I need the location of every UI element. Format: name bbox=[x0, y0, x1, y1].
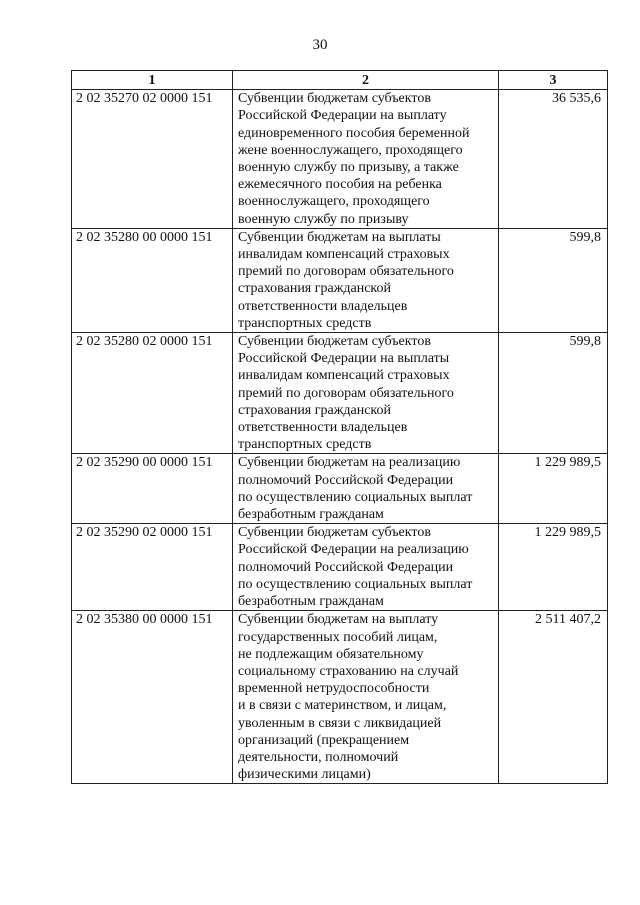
description-line: военнослужащего, проходящего bbox=[238, 194, 430, 210]
amount-cell: 36 535,6 bbox=[499, 90, 608, 229]
table-row bbox=[72, 524, 608, 611]
amount-cell: 599,8 bbox=[499, 228, 608, 332]
description-cell bbox=[233, 90, 499, 229]
description-line: военную службу по призыву, а также bbox=[238, 160, 459, 176]
description-line: временной нетрудоспособности bbox=[238, 681, 430, 697]
description-line: Российской Федерации на реализацию bbox=[238, 542, 469, 558]
column-header-code: 1 bbox=[72, 71, 233, 90]
description-line: уволенным в связи с ликвидацией bbox=[238, 715, 442, 731]
description-line: и в связи с материнством, и лицам, bbox=[238, 698, 447, 714]
description-line: страхования гражданской bbox=[238, 281, 392, 297]
table-body bbox=[72, 90, 608, 784]
description-cell bbox=[233, 611, 499, 784]
amount-cell: 1 229 989,5 bbox=[499, 454, 608, 524]
description-cell bbox=[233, 333, 499, 454]
table-row bbox=[72, 228, 608, 332]
description-line: организаций (прекращением bbox=[238, 732, 410, 748]
description-line: транспортных средств bbox=[238, 437, 372, 453]
page-number: 30 bbox=[312, 37, 328, 53]
description-line: премий по договорам обязательного bbox=[238, 264, 454, 280]
description-line: деятельности, полномочий bbox=[238, 749, 399, 765]
description-line: премий по договорам обязательного bbox=[238, 385, 454, 401]
description-line: безработным гражданам bbox=[238, 507, 384, 523]
budget-code-cell: 2 02 35280 00 0000 151 bbox=[72, 228, 233, 332]
description-cell bbox=[233, 524, 499, 611]
budget-code-cell: 2 02 35380 00 0000 151 bbox=[72, 611, 233, 784]
table-row bbox=[72, 333, 608, 454]
description-line: ответственности владельцев bbox=[238, 420, 408, 436]
table-row bbox=[72, 90, 608, 229]
description-line: социальному страхованию на случай bbox=[238, 663, 459, 679]
column-header-amount: 3 bbox=[499, 71, 608, 90]
description-line: военную службу по призыву bbox=[238, 211, 409, 227]
description-line: инвалидам компенсаций страховых bbox=[238, 247, 450, 263]
table-row bbox=[72, 454, 608, 524]
budget-code-cell: 2 02 35270 02 0000 151 bbox=[72, 90, 233, 229]
description-line: полномочий Российской Федерации bbox=[238, 559, 454, 575]
description-line: ответственности владельцев bbox=[238, 298, 408, 314]
description-line: Российской Федерации на выплаты bbox=[238, 351, 450, 367]
description-line: по осуществлению социальных выплат bbox=[238, 576, 473, 592]
table-row bbox=[72, 611, 608, 784]
description-line: не подлежащим обязательному bbox=[238, 646, 424, 662]
amount-cell: 2 511 407,2 bbox=[499, 611, 608, 784]
description-line: Субвенции бюджетам на реализацию bbox=[238, 455, 461, 471]
description-line: ежемесячного пособия на ребенка bbox=[238, 177, 442, 193]
budget-code-cell: 2 02 35290 00 0000 151 bbox=[72, 454, 233, 524]
description-line: Субвенции бюджетам на выплату bbox=[238, 612, 439, 628]
description-line: Субвенции бюджетам субъектов bbox=[238, 91, 431, 107]
budget-code-cell: 2 02 35280 02 0000 151 bbox=[72, 333, 233, 454]
description-cell bbox=[233, 454, 499, 524]
description-line: Субвенции бюджетам субъектов bbox=[238, 525, 431, 541]
description-line: инвалидам компенсаций страховых bbox=[238, 368, 450, 384]
description-line: жене военнослужащего, проходящего bbox=[238, 142, 463, 158]
description-line: физическими лицами) bbox=[238, 767, 371, 783]
description-line: государственных пособий лицам, bbox=[238, 629, 438, 645]
description-line: Субвенции бюджетам на выплаты bbox=[238, 229, 441, 245]
table-header-row bbox=[72, 71, 608, 90]
description-line: транспортных средств bbox=[238, 315, 372, 331]
budget-code-cell: 2 02 35290 02 0000 151 bbox=[72, 524, 233, 611]
description-line: полномочий Российской Федерации bbox=[238, 472, 454, 488]
description-line: безработным гражданам bbox=[238, 594, 384, 610]
description-cell bbox=[233, 228, 499, 332]
description-line: Субвенции бюджетам субъектов bbox=[238, 334, 431, 350]
column-header-description: 2 bbox=[233, 71, 499, 90]
description-line: по осуществлению социальных выплат bbox=[238, 489, 473, 505]
description-line: Российской Федерации на выплату bbox=[238, 108, 447, 124]
description-line: страхования гражданской bbox=[238, 402, 392, 418]
budget-table bbox=[71, 70, 608, 784]
amount-cell: 599,8 bbox=[499, 333, 608, 454]
amount-cell: 1 229 989,5 bbox=[499, 524, 608, 611]
description-line: единовременного пособия беременной bbox=[238, 125, 470, 141]
